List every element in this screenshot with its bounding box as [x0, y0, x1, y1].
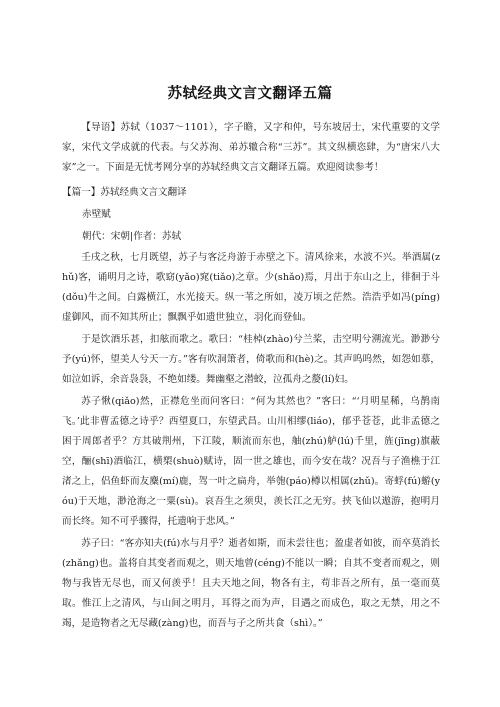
intro-paragraph: 【导语】苏轼（1037～1101），字子瞻，又字和仲，号东坡居士，宋代重要的文学家，宋代文学成就的代表。与父苏洵、弟苏辙合称“三苏”。其文纵横恣肆，为“唐宋八大家”之一。下面是无忧考网分享的苏轼经典文言文翻译五篇。欢迎阅读参考！ — [62, 122, 440, 173]
document-body — [62, 118, 440, 634]
document-title: 苏轼经典文言文翻译五篇 — [167, 86, 333, 102]
piece-title: 赤壁赋 — [82, 209, 111, 220]
body-paragraph-2: 于是饮酒乐甚，扣舷而歌之。歌曰：“桂棹(zhào)兮兰桨，击空明兮溯流光。渺渺兮予(yú)怀，望美人兮天一方。”客有吹洞箫者，倚歌而和(hè)之。其声呜呜然，如怨如慕，如泣如诉，余音袅袅，不绝如缕。舞幽壑之潜蛟，泣孤舟之嫠(lí)妇。 — [62, 334, 440, 385]
body-paragraph-1: 壬戌之秋，七月既望，苏子与客泛舟游于赤壁之下。清风徐来，水波不兴。举酒属(zhǔ)客，诵明月之诗，歌窈(yǎo)窕(tiǎo)之章。少(shǎo)焉，月出于东山之上，徘徊于斗(dǒu)牛之间。白露横江，水光接天。纵一苇之所如，凌万顷之茫然。浩浩乎如冯(píng)虚御风，而不知其所止；飘飘乎如遗世独立，羽化而登仙。 — [62, 252, 440, 323]
body-paragraph-4: 苏子曰：“客亦知夫(fú)水与月乎？逝者如斯，而未尝往也；盈虚者如彼，而卒莫消长(zhǎng)也。盖将自其变者而观之，则天地曾(céng)不能以一瞬；自其不变者而观之，则物与我皆无尽也，而又何羡乎！且夫天地之间，物各有主，苟非吾之所有，虽一毫而莫取。惟江上之清风，与山间之明月，耳得之而为声，目遇之而成色，取之无禁，用之不竭，是造物者之无尽藏(zàng)也，而吾与子之所共食（shì）。” — [62, 538, 440, 629]
byline: 朝代：宋朝|作者：苏轼 — [82, 231, 182, 242]
section-heading: 【篇一】苏轼经典文言文翻译 — [62, 187, 187, 198]
body-paragraph-3: 苏子愀(qiǎo)然，正襟危坐而问客曰：“何为其然也？”客曰：“‘月明星稀，乌鹊南飞。’此非曹孟德之诗乎？西望夏口，东望武昌。山川相缪(liáo)，郁乎苍苍，此非孟德之困于周郎者乎？方其破荆州，下江陵，顺流而东也，舳(zhú)舻(lú)千里，旌(jīng)旗蔽空，酾(shī)酒临江，横槊(shuò)赋诗，固一世之雄也，而今安在哉？况吾与子渔樵于江渚之上，侣鱼虾而友麋(mí)鹿，驾一叶之扁舟，举匏(páo)樽以相属(zhǔ)。寄蜉(fú)蝣(yóu)于天地，渺沧海之一粟(sù)。哀吾生之须臾，羡长江之无穷。挟飞仙以遨游，抱明月而长终。知不可乎骤得，托遗响于悲风。” — [62, 396, 440, 527]
